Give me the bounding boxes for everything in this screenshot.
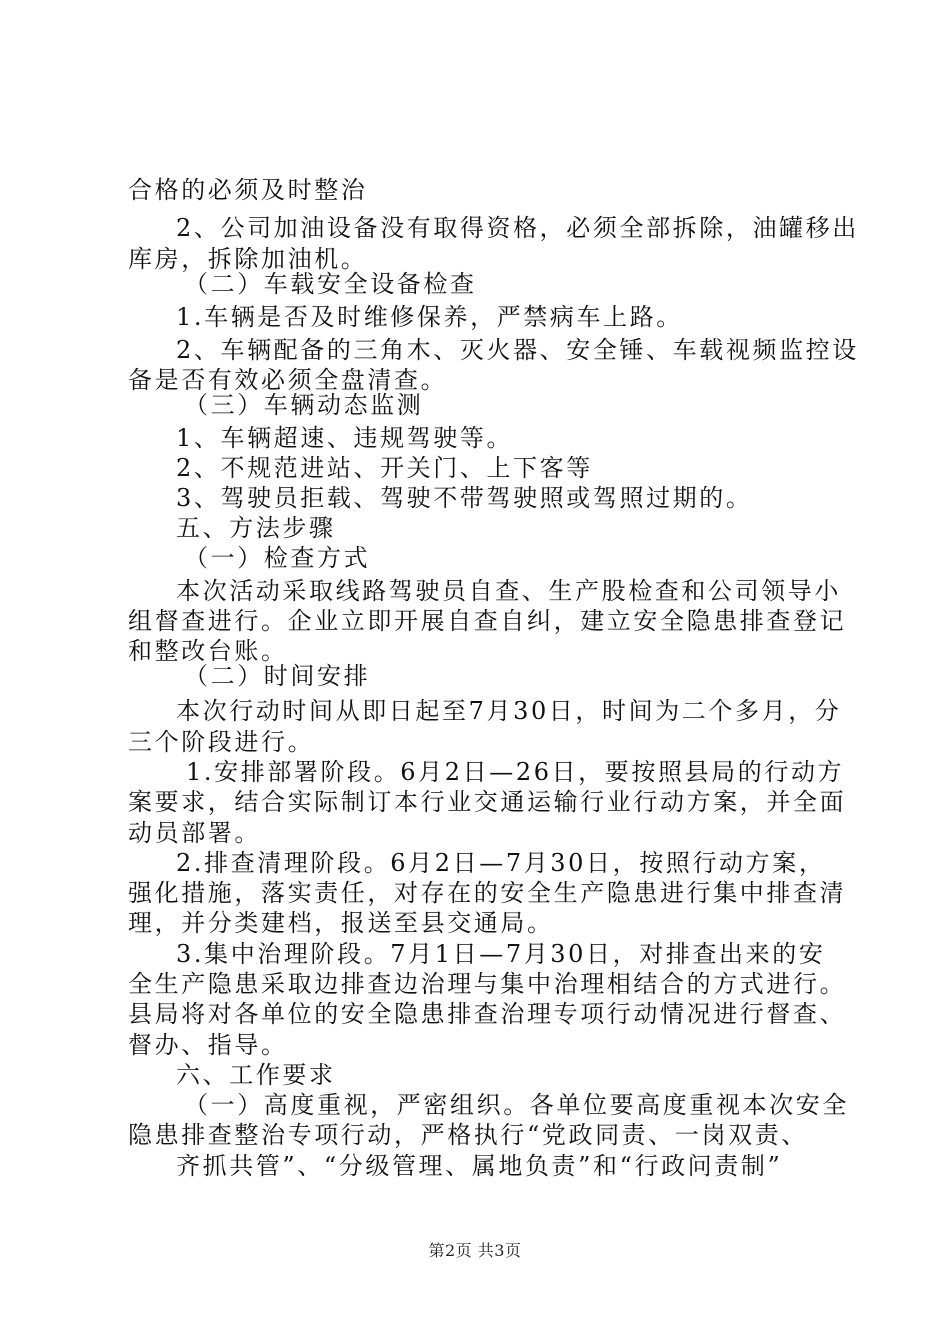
- page-footer: 第2页 共3页: [428, 1241, 522, 1260]
- text-line: （一）高度重视，严密组织。各单位要高度重视本次安全: [184, 1091, 849, 1119]
- section-heading: 五、方法步骤: [176, 514, 336, 542]
- text-line: 3、驾驶员拒载、驾驶不带驾驶照或驾照过期的。: [176, 484, 753, 512]
- text-line: 本次活动采取线路驾驶员自查、生产股检查和公司领导小: [176, 577, 841, 605]
- text-line: 督办、指导。: [128, 1031, 288, 1059]
- text-line: 全生产隐患采取边排查边治理与集中治理相结合的方式进行。: [128, 970, 847, 998]
- text-line: 合格的必须及时整治: [128, 176, 368, 204]
- section-heading: 六、工作要求: [176, 1061, 336, 1089]
- section-heading: （二）时间安排: [184, 662, 371, 690]
- text-line: 隐患排查整治专项行动，严格执行“党政同责、一岗双责、: [128, 1121, 808, 1149]
- text-line: 库房，拆除加油机。: [128, 245, 368, 273]
- text-line: 3.集中治理阶段。7月1日—7月30日，对排查出来的安: [176, 940, 826, 968]
- text-line: 齐抓共管”、“分级管理、属地负责”和“行政问责制”: [176, 1152, 783, 1180]
- section-heading: （一）检查方式: [184, 544, 371, 572]
- text-line: 本次行动时间从即日起至7月30日，时间为二个多月，分: [176, 697, 842, 725]
- text-line: 2.排查清理阶段。6月2日—7月30日，按照行动方案，: [176, 849, 826, 877]
- section-heading: （二）车载安全设备检查: [184, 270, 477, 298]
- text-line: 1.安排部署阶段。6月2日—26日，要按照县局的行动方: [186, 758, 845, 786]
- text-line: 1、车辆超速、违规驾驶等。: [176, 424, 514, 452]
- text-line: 案要求，结合实际制订本行业交通运输行业行动方案，并全面: [128, 788, 847, 816]
- text-line: 强化措施，落实责任，对存在的安全生产隐患进行集中排查清: [128, 879, 847, 907]
- text-line: 2、车辆配备的三角木、灭火器、安全锤、车载视频监控设: [176, 336, 859, 364]
- text-line: 县局将对各单位的安全隐患排查治理专项行动情况进行督查、: [128, 1000, 847, 1028]
- text-line: 理，并分类建档，报送至县交通局。: [128, 909, 554, 937]
- text-line: 组督查进行。企业立即开展自查自纠，建立安全隐患排查登记: [128, 607, 847, 635]
- text-line: 和整改台账。: [128, 637, 288, 665]
- text-line: 三个阶段进行。: [128, 728, 315, 756]
- text-line: 2、不规范进站、开关门、上下客等: [176, 454, 593, 482]
- text-line: 2、公司加油设备没有取得资格，必须全部拆除，油罐移出: [176, 214, 859, 242]
- text-line: 1.车辆是否及时维修保养，严禁病车上路。: [176, 303, 683, 331]
- section-heading: （三）车辆动态监测: [184, 391, 424, 419]
- text-line: 备是否有效必须全盘清查。: [128, 366, 448, 394]
- text-line: 动员部署。: [128, 819, 261, 847]
